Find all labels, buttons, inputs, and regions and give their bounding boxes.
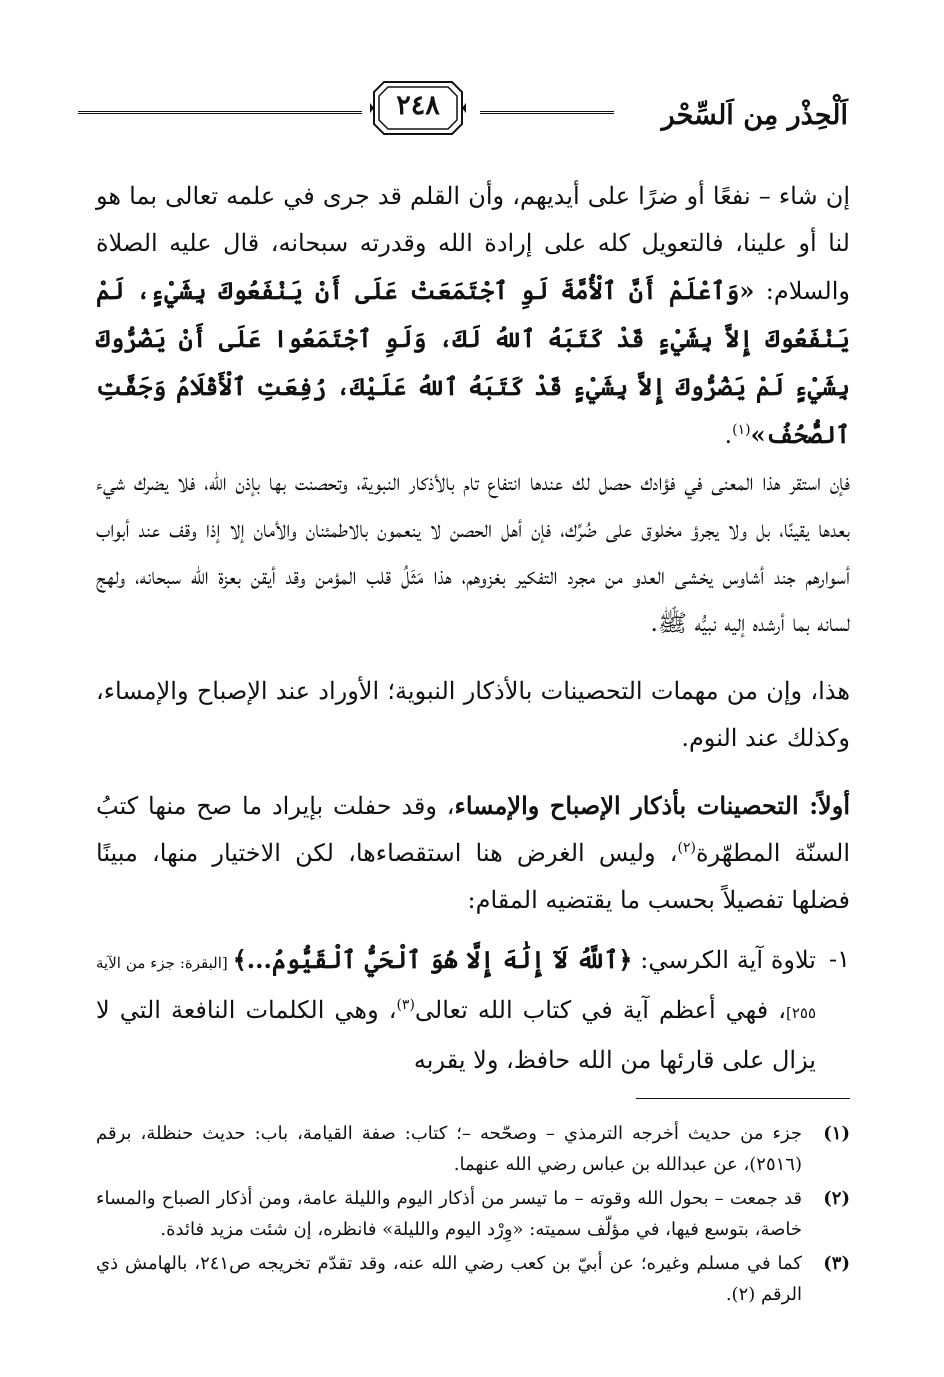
book-title: اَلْحِذْر مِن اَلسِّحْر bbox=[661, 100, 848, 131]
paragraph-3: هذا، وإن من مهمات التحصينات بالأذكار النبوية؛ الأوراد عند الإصباح والإمساء، وكذلك عند النوم. bbox=[96, 677, 851, 752]
footnote bbox=[96, 1248, 850, 1310]
footnote-text: قد جمعت – بحول الله وقوته – ما تيسر من أذكار اليوم والليلة عامة، ومن أذكار الصباح والمساء خاصة، بتوسع فيها، في مؤلّف سميته: «وِرْد اليوم والليلة» فانظره، إن شئت مزيد فائدة. bbox=[96, 1188, 802, 1240]
section-heading: أولاً: التحصينات بأذكار الإصباح والإمساء bbox=[454, 791, 850, 820]
footnote-number: (٣) bbox=[823, 1253, 850, 1274]
page-number-frame bbox=[370, 78, 466, 138]
footnote bbox=[96, 1183, 850, 1245]
list-item-text-b: ، فهي أعظم آية في كتاب الله تعالى bbox=[414, 996, 786, 1024]
running-header bbox=[78, 72, 848, 132]
paragraph-4-a: ، وقد حفلت بإيراد ما صح منها كتبُ السنّة المطهّرة bbox=[96, 792, 851, 867]
list-item-text-a: تلاوة آية الكرسي: bbox=[632, 946, 816, 974]
footnote-number: (١) bbox=[823, 1123, 850, 1144]
paragraph-2: فإن استقر هذا المعنى في فؤادك حصل لك عندها انتفاع تام بالأذكار النبوية، وتحصنت بها بإذن الله، فلا يضرك شيء بعدها يقينًا، بل ولا يجرؤ مخلوق على ضُرِّك، فإن أهل الحصن لا ينعمون بالاطمئنان والأمان إلا إذا وقف عند أبواب أسوارهم جند أشاوس يخشى العدو من مجرد التفكير بغزوهم، هذا مَثَلُ قلب المؤمن وقد أيقن بعزة الله سبحانه، ولهج لسانه بما أرشده إليه نبيُّه ﷺ. bbox=[96, 468, 850, 637]
quran-ayah: ﴿ٱللَّهُ لَآ إِلَٰهَ إِلَّا هُوَ ٱلْحَيُّ ٱلْقَيُّومُ...﴾ bbox=[232, 945, 633, 974]
footnote-text: كما في مسلم وغيره؛ عن أبيّ بن كعب رضي الله عنه، وقد تقدّم تخريجه ص٢٤١، بالهامش ذي الرقم (٢). bbox=[96, 1253, 802, 1305]
header-rule-right bbox=[480, 111, 614, 117]
footnote-text: جزء من حديث أخرجه الترمذي – وصحّحه –؛ كتاب: صفة القيامة، باب: حديث حنظلة، برقم (٢٥١٦)، عن عبدالله بن عباس رضي الله عنهما. bbox=[96, 1123, 802, 1175]
header-rule-left bbox=[78, 111, 362, 117]
paragraph-4-b: ، وليس الغرض هنا استقصاءها، لكن الاختيار منها، مبينًا فضلها تفصيلاً بحسب ما يقتضيه المقام: bbox=[96, 839, 850, 914]
paragraph-4 bbox=[96, 782, 850, 924]
main-text bbox=[96, 173, 850, 1084]
paragraph-1 bbox=[96, 173, 850, 459]
page-number: ٢٤٨ bbox=[396, 90, 440, 121]
paragraph-1-start: إن شاء – نفعًا أو ضرًا على أيديهم، وأن القلم قد جرى في علمه تعالى بما هو لنا أو علينا، فالتعويل كله على إرادة الله وقدرته سبحانه، قال عليه الصلاة والسلام: bbox=[96, 182, 851, 305]
list-item bbox=[96, 936, 850, 1084]
footnote bbox=[96, 1118, 850, 1180]
footnote-divider bbox=[636, 1098, 850, 1099]
footnote-number: (٢) bbox=[823, 1188, 850, 1209]
list-item-text-c: ، وهي الكلمات النافعة التي لا يزال على قارئها من الله حافظ، ولا يقربه bbox=[96, 996, 816, 1074]
ayah-citation: [البقرة: جزء من الآية ٢٥٥] bbox=[96, 954, 817, 1022]
footnote-ref-2: (٢) bbox=[677, 840, 696, 856]
footnote-ref-1: (١) bbox=[732, 422, 751, 438]
footnotes bbox=[96, 1118, 850, 1313]
paragraph-1-end: . bbox=[724, 421, 733, 449]
list-item-number: ١- bbox=[829, 945, 850, 973]
footnote-ref-3: (٣) bbox=[396, 997, 415, 1013]
hadith-quote: «وَٱعْلَمْ أَنَّ ٱلْأُمَّةَ لَوِ ٱجْتَمَعَتْ عَلَى أَنْ يَنْفَعُوكَ بِشَيْءٍ، لَمْ يَنْفَعُوكَ إِلاَّ بِشَيْءٍ قَدْ كَتَبَهُ ٱللهُ لَكَ، وَلَوِ ٱجْتَمَعُوا عَلَى أَنْ يَضُرُّوكَ بِشَيْءٍ لَمْ يَضُرُّوكَ إِلاَّ بِشَيْءٍ قَدْ كَتَبَهُ ٱللهُ عَلَيْكَ، رُفِعَتِ ٱلْأَقْلَامُ وَجَفَّتِ ٱلصُّحُفُ» bbox=[96, 276, 850, 449]
